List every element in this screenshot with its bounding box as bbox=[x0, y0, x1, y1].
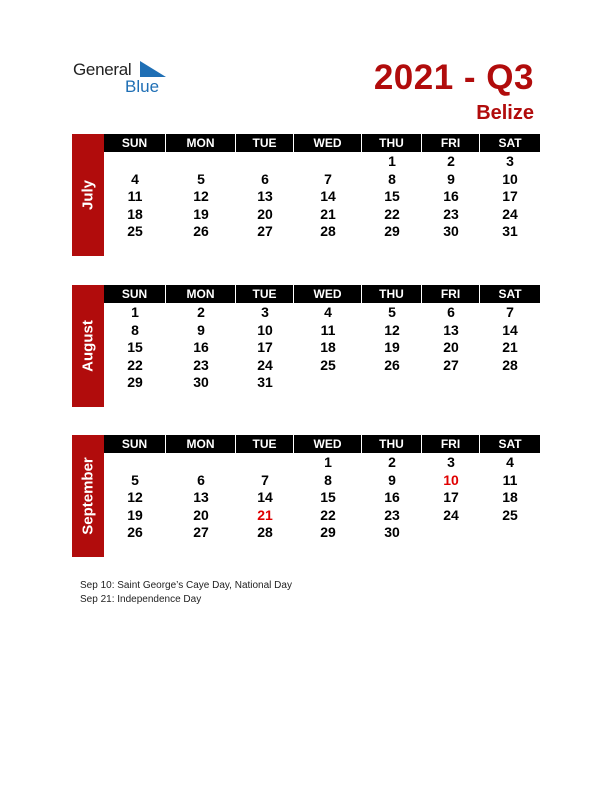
weekday-label: SAT bbox=[498, 437, 522, 451]
month-name: July bbox=[79, 179, 97, 211]
weekday-label: MON bbox=[166, 134, 236, 152]
week-row bbox=[104, 188, 540, 206]
week-row bbox=[104, 472, 540, 490]
weekday-label: SUN bbox=[104, 285, 166, 303]
week-row bbox=[104, 454, 540, 472]
day-cell: 5 bbox=[388, 304, 396, 320]
day-cell: 30 bbox=[193, 374, 209, 390]
empty-day-cell bbox=[422, 524, 480, 542]
day-cell: 6 bbox=[261, 170, 269, 187]
day-cell: 8 bbox=[324, 471, 332, 488]
day-cell: 12 bbox=[384, 321, 400, 338]
day-cell: 19 bbox=[193, 205, 209, 222]
month-label bbox=[72, 435, 104, 557]
day-cell: 25 bbox=[502, 506, 518, 523]
weekday-label: WED bbox=[294, 435, 362, 453]
day-cell: 7 bbox=[324, 170, 332, 187]
weekday-label: TUE bbox=[236, 285, 294, 303]
empty-day-cell bbox=[104, 454, 166, 472]
week-row bbox=[104, 171, 540, 189]
week-row bbox=[104, 206, 540, 224]
day-cell: 14 bbox=[257, 489, 273, 505]
weekday-label: TUE bbox=[236, 134, 294, 152]
month-label bbox=[72, 134, 104, 256]
day-cell: 14 bbox=[320, 188, 336, 204]
day-cell: 9 bbox=[447, 170, 455, 187]
logo bbox=[73, 60, 173, 96]
empty-day-cell bbox=[236, 153, 294, 171]
empty-day-cell bbox=[422, 374, 480, 392]
day-cell: 11 bbox=[320, 321, 336, 338]
day-grid bbox=[104, 454, 540, 542]
day-cell: 2 bbox=[447, 153, 455, 169]
day-cell: 11 bbox=[502, 471, 518, 488]
day-cell: 17 bbox=[257, 339, 273, 355]
day-cell: 21 bbox=[502, 339, 518, 355]
week-row bbox=[104, 524, 540, 542]
day-cell: 10 bbox=[257, 321, 273, 338]
day-cell: 17 bbox=[443, 489, 459, 505]
day-cell: 18 bbox=[502, 489, 518, 505]
day-cell: 2 bbox=[197, 304, 205, 320]
logo-text-blue: Blue bbox=[125, 77, 160, 96]
day-cell: 14 bbox=[502, 321, 518, 338]
day-cell: 24 bbox=[443, 506, 459, 523]
week-row bbox=[104, 357, 540, 375]
day-cell: 4 bbox=[324, 304, 332, 320]
empty-day-cell bbox=[294, 374, 362, 392]
empty-day-cell bbox=[104, 153, 166, 171]
day-cell: 23 bbox=[193, 356, 209, 373]
day-cell: 13 bbox=[257, 188, 273, 204]
week-row bbox=[104, 153, 540, 171]
day-cell: 15 bbox=[127, 339, 143, 355]
day-cell: 26 bbox=[127, 524, 143, 540]
week-row bbox=[104, 507, 540, 525]
day-cell: 24 bbox=[257, 356, 273, 373]
day-cell: 12 bbox=[193, 188, 209, 204]
day-cell: 5 bbox=[197, 170, 205, 187]
weekday-label: THU bbox=[362, 134, 422, 152]
day-grid bbox=[104, 153, 540, 241]
day-cell: 22 bbox=[384, 205, 400, 222]
week-row bbox=[104, 223, 540, 241]
day-cell: 19 bbox=[384, 339, 400, 355]
day-cell: 4 bbox=[131, 170, 139, 187]
day-cell: 15 bbox=[320, 489, 336, 505]
logo-flag-icon bbox=[140, 61, 166, 79]
day-cell: 30 bbox=[443, 223, 459, 239]
day-cell: 18 bbox=[320, 339, 336, 355]
week-row bbox=[104, 304, 540, 322]
day-cell: 28 bbox=[502, 356, 518, 373]
day-cell: 30 bbox=[384, 524, 400, 540]
empty-day-cell bbox=[166, 153, 236, 171]
day-cell: 3 bbox=[261, 304, 269, 320]
weekday-label: THU bbox=[362, 435, 422, 453]
day-cell: 31 bbox=[502, 223, 518, 239]
empty-day-cell bbox=[480, 524, 540, 542]
day-cell: 7 bbox=[506, 304, 514, 320]
day-cell: 10 bbox=[443, 471, 459, 488]
holiday-notes bbox=[80, 579, 292, 607]
day-cell: 16 bbox=[193, 339, 209, 355]
day-cell: 1 bbox=[324, 454, 332, 470]
day-cell: 26 bbox=[384, 356, 400, 373]
day-cell: 25 bbox=[127, 223, 143, 239]
day-cell: 13 bbox=[193, 489, 209, 505]
weekday-label: SUN bbox=[104, 134, 166, 152]
day-cell: 29 bbox=[320, 524, 336, 540]
weekday-header bbox=[104, 134, 540, 152]
holiday-note: Sep 21: Independence Day bbox=[80, 594, 202, 605]
day-cell: 20 bbox=[257, 205, 273, 222]
day-cell: 23 bbox=[384, 506, 400, 523]
month-name: September bbox=[79, 457, 97, 535]
day-cell: 19 bbox=[127, 506, 143, 523]
empty-day-cell bbox=[236, 454, 294, 472]
day-cell: 8 bbox=[131, 321, 139, 338]
logo-text-general: General bbox=[73, 60, 132, 79]
day-cell: 15 bbox=[384, 188, 400, 204]
month-name: August bbox=[79, 320, 97, 372]
day-cell: 12 bbox=[127, 489, 143, 505]
day-cell: 27 bbox=[443, 356, 459, 373]
day-cell: 22 bbox=[127, 356, 143, 373]
month-september bbox=[72, 435, 540, 557]
day-cell: 4 bbox=[506, 454, 514, 470]
month-august bbox=[72, 285, 540, 407]
week-row bbox=[104, 374, 540, 392]
weekday-header bbox=[104, 435, 540, 453]
month-july bbox=[72, 134, 540, 256]
day-cell: 31 bbox=[257, 374, 273, 390]
weekday-label: FRI bbox=[422, 435, 480, 453]
weekday-label: THU bbox=[362, 285, 422, 303]
day-cell: 22 bbox=[320, 506, 336, 523]
weekday-label: WED bbox=[294, 285, 362, 303]
day-cell: 26 bbox=[193, 223, 209, 239]
day-cell: 7 bbox=[261, 471, 269, 488]
day-cell: 20 bbox=[193, 506, 209, 523]
day-cell: 6 bbox=[197, 471, 205, 488]
day-cell: 3 bbox=[447, 454, 455, 470]
day-cell: 29 bbox=[127, 374, 143, 390]
empty-day-cell bbox=[362, 374, 422, 392]
weekday-label: MON bbox=[166, 435, 236, 453]
weekday-label: TUE bbox=[236, 435, 294, 453]
day-cell: 25 bbox=[320, 356, 336, 373]
day-cell: 9 bbox=[197, 321, 205, 338]
day-cell: 17 bbox=[502, 188, 518, 204]
day-cell: 21 bbox=[257, 506, 273, 523]
day-cell: 13 bbox=[443, 321, 459, 338]
empty-day-cell bbox=[294, 153, 362, 171]
empty-day-cell bbox=[166, 454, 236, 472]
day-cell: 23 bbox=[443, 205, 459, 222]
day-cell: 1 bbox=[131, 304, 139, 320]
day-cell: 27 bbox=[193, 524, 209, 540]
day-cell: 5 bbox=[131, 471, 139, 488]
weekday-label: FRI bbox=[422, 285, 480, 303]
day-cell: 18 bbox=[127, 205, 143, 222]
day-cell: 29 bbox=[384, 223, 400, 239]
day-cell: 27 bbox=[257, 223, 273, 239]
holiday-note: Sep 10: Saint George’s Caye Day, National Day bbox=[80, 580, 292, 591]
day-cell: 3 bbox=[506, 153, 514, 169]
day-cell: 21 bbox=[320, 205, 336, 222]
day-cell: 28 bbox=[320, 223, 336, 239]
day-cell: 16 bbox=[443, 188, 459, 204]
day-cell: 16 bbox=[384, 489, 400, 505]
day-cell: 9 bbox=[388, 471, 396, 488]
day-cell: 8 bbox=[388, 170, 396, 187]
day-cell: 2 bbox=[388, 454, 396, 470]
day-grid bbox=[104, 304, 540, 392]
page-title: 2021 - Q3 bbox=[373, 58, 534, 97]
week-row bbox=[104, 339, 540, 357]
empty-day-cell bbox=[480, 374, 540, 392]
day-cell: 6 bbox=[447, 304, 455, 320]
country-subtitle: Belize bbox=[476, 102, 534, 124]
day-cell: 1 bbox=[388, 153, 396, 169]
weekday-label: FRI bbox=[422, 134, 480, 152]
day-cell: 28 bbox=[257, 524, 273, 540]
day-cell: 20 bbox=[443, 339, 459, 355]
weekday-label: WED bbox=[294, 134, 362, 152]
week-row bbox=[104, 322, 540, 340]
weekday-label: SAT bbox=[498, 287, 522, 301]
weekday-label: SUN bbox=[104, 435, 166, 453]
week-row bbox=[104, 489, 540, 507]
weekday-label: MON bbox=[166, 285, 236, 303]
day-cell: 10 bbox=[502, 170, 518, 187]
weekday-label: SAT bbox=[498, 136, 522, 150]
day-cell: 11 bbox=[127, 188, 143, 204]
month-label bbox=[72, 285, 104, 407]
day-cell: 24 bbox=[502, 205, 518, 222]
weekday-header bbox=[104, 285, 540, 303]
